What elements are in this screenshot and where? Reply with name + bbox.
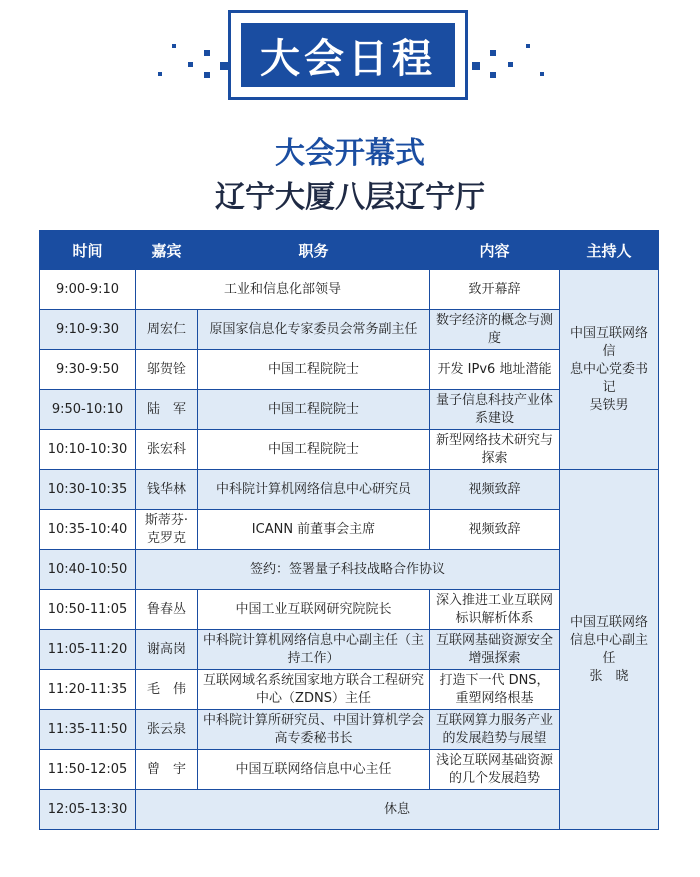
guest-cell: 钱华林 xyxy=(136,470,198,510)
table-row xyxy=(40,270,659,310)
col-host-header: 主持人 xyxy=(560,231,659,270)
time-cell: 10:30-10:35 xyxy=(40,470,136,510)
time-cell: 11:35-11:50 xyxy=(40,710,136,750)
title-cell: 中国工程院院士 xyxy=(198,390,430,430)
content-cell: 新型网络技术研究与探索 xyxy=(430,430,560,470)
title-cell: 中科院计算机网络信息中心副主任（主持工作） xyxy=(198,630,430,670)
guest-cell: 斯蒂芬·克罗克 xyxy=(136,510,198,550)
time-cell: 12:05-13:30 xyxy=(40,790,136,830)
guest-cell: 谢高岗 xyxy=(136,630,198,670)
left-dots-decoration xyxy=(8,0,228,110)
time-cell: 9:10-9:30 xyxy=(40,310,136,350)
schedule-table xyxy=(39,230,659,830)
time-cell: 11:50-12:05 xyxy=(40,750,136,790)
title-cell: 中国工程院院士 xyxy=(198,350,430,390)
time-cell: 10:50-11:05 xyxy=(40,590,136,630)
title-cell: 中国工程院院士 xyxy=(198,430,430,470)
banner xyxy=(0,0,700,110)
content-cell: 量子信息科技产业体系建设 xyxy=(430,390,560,430)
col-content-header: 内容 xyxy=(430,231,560,270)
table-row xyxy=(40,790,659,830)
merged-cell: 工业和信息化部领导 xyxy=(136,270,430,310)
content-cell: 互联网基础资源安全增强探索 xyxy=(430,630,560,670)
title-cell: 互联网域名系统国家地方联合工程研究中心（ZDNS）主任 xyxy=(198,670,430,710)
content-cell: 深入推进工业互联网标识解析体系 xyxy=(430,590,560,630)
guest-cell: 张云泉 xyxy=(136,710,198,750)
time-cell: 11:20-11:35 xyxy=(40,670,136,710)
content-cell: 视频致辞 xyxy=(430,510,560,550)
guest-cell: 周宏仁 xyxy=(136,310,198,350)
guest-cell: 邬贺铨 xyxy=(136,350,198,390)
time-cell: 9:50-10:10 xyxy=(40,390,136,430)
host-cell: 中国互联网络 信息中心副主任 张 晓 xyxy=(560,470,659,830)
time-cell: 10:40-10:50 xyxy=(40,550,136,590)
time-cell: 10:35-10:40 xyxy=(40,510,136,550)
span-cell: 签约：签署量子科技战略合作协议 xyxy=(136,550,560,590)
venue: 辽宁大厦八层辽宁厅 xyxy=(215,180,485,215)
title-cell: 原国家信息化专家委员会常务副主任 xyxy=(198,310,430,350)
content-cell: 打造下一代 DNS，重塑网络根基 xyxy=(430,670,560,710)
content-cell: 致开幕辞 xyxy=(430,270,560,310)
time-cell: 11:05-11:20 xyxy=(40,630,136,670)
guest-cell: 曾 宇 xyxy=(136,750,198,790)
content-cell: 互联网算力服务产业的发展趋势与展望 xyxy=(430,710,560,750)
content-cell: 开发 IPv6 地址潜能 xyxy=(430,350,560,390)
content-cell: 数字经济的概念与测度 xyxy=(430,310,560,350)
title-cell: 中科院计算机网络信息中心研究员 xyxy=(198,470,430,510)
guest-cell: 陆 军 xyxy=(136,390,198,430)
right-dots-decoration xyxy=(472,0,692,110)
time-cell: 9:30-9:50 xyxy=(40,350,136,390)
guest-cell: 毛 伟 xyxy=(136,670,198,710)
page-title: 大会日程 xyxy=(260,35,436,82)
span-cell: 休息 xyxy=(136,790,659,830)
col-time-header: 时间 xyxy=(40,231,136,270)
content-cell: 浅论互联网基础资源的几个发展趋势 xyxy=(430,750,560,790)
time-cell: 10:10-10:30 xyxy=(40,430,136,470)
col-guest-header: 嘉宾 xyxy=(136,231,198,270)
col-title-header: 职务 xyxy=(198,231,430,270)
banner-frame xyxy=(228,10,468,100)
title-cell: 中国互联网络信息中心主任 xyxy=(198,750,430,790)
time-cell: 9:00-9:10 xyxy=(40,270,136,310)
guest-cell: 鲁春丛 xyxy=(136,590,198,630)
title-cell: ICANN 前董事会主席 xyxy=(198,510,430,550)
table-row xyxy=(40,470,659,510)
host-cell: 中国互联网络信 息中心党委书记 吴铁男 xyxy=(560,270,659,470)
guest-cell: 张宏科 xyxy=(136,430,198,470)
content-cell: 视频致辞 xyxy=(430,470,560,510)
session-title: 大会开幕式 xyxy=(275,136,425,171)
table-header xyxy=(40,231,659,270)
title-cell: 中科院计算所研究员、中国计算机学会高专委秘书长 xyxy=(198,710,430,750)
title-cell: 中国工业互联网研究院院长 xyxy=(198,590,430,630)
